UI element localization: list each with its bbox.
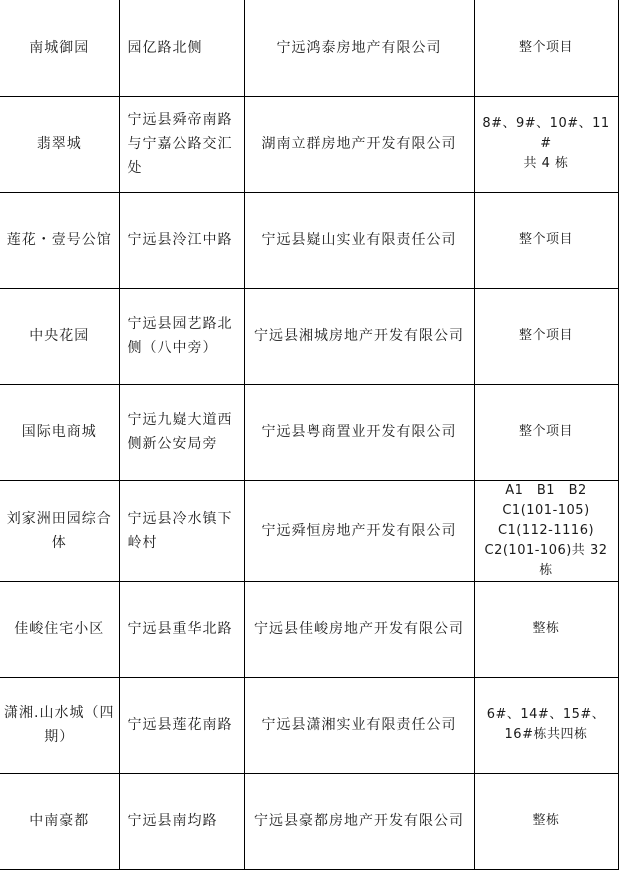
scope-line: 16#栋共四栋 <box>504 727 588 742</box>
developer-cell: 宁远县佳峻房地产开发有限公司 <box>244 581 474 677</box>
scope-line: C1(112-1116) <box>497 522 595 538</box>
project-name-cell: 国际电商城 <box>0 384 119 480</box>
developer-cell: 宁远县潇湘实业有限责任公司 <box>244 677 474 773</box>
location-cell: 宁远县莲花南路 <box>119 677 244 773</box>
project-name-cell: 南城御园 <box>0 0 119 96</box>
scope-line: 8#、9#、10#、11# <box>482 116 610 151</box>
scope-line: 整个项目 <box>518 328 573 343</box>
scope-line: 共 4 栋 <box>523 156 569 171</box>
scope-line: A1 B1 B2 <box>505 482 587 498</box>
location-cell: 宁远县园艺路北侧（八中旁） <box>119 288 244 384</box>
developer-cell: 宁远县粤商置业开发有限公司 <box>244 384 474 480</box>
developer-cell: 宁远县嶷山实业有限责任公司 <box>244 192 474 288</box>
scope-line: C2(101-106)共 32 栋 <box>484 542 608 578</box>
location-cell: 宁远九嶷大道西侧新公安局旁 <box>119 384 244 480</box>
table-row <box>0 677 618 773</box>
location-cell: 园亿路北侧 <box>119 0 244 96</box>
table-row <box>0 288 618 384</box>
scope-cell <box>474 96 618 192</box>
table-row <box>0 773 618 869</box>
project-name-cell: 中央花园 <box>0 288 119 384</box>
scope-cell <box>474 288 618 384</box>
project-name-cell: 莲花・壹号公馆 <box>0 192 119 288</box>
project-name-cell: 佳峻住宅小区 <box>0 581 119 677</box>
scope-line: 6#、14#、15#、 <box>486 707 606 722</box>
developer-cell: 宁远舜恒房地产开发有限公司 <box>244 480 474 581</box>
table-row <box>0 192 618 288</box>
table-row <box>0 581 618 677</box>
table-row <box>0 384 618 480</box>
table-row <box>0 96 618 192</box>
scope-line: 整栋 <box>532 621 560 636</box>
scope-line: 整个项目 <box>518 424 573 439</box>
developer-cell: 宁远县湘城房地产开发有限公司 <box>244 288 474 384</box>
location-cell: 宁远县舜帝南路与宁嘉公路交汇处 <box>119 96 244 192</box>
location-cell: 宁远县冷水镇下岭村 <box>119 480 244 581</box>
table-row <box>0 480 618 581</box>
location-cell: 宁远县重华北路 <box>119 581 244 677</box>
developer-cell: 湖南立群房地产开发有限公司 <box>244 96 474 192</box>
project-name-cell: 刘家洲田园综合体 <box>0 480 119 581</box>
project-name-cell: 中南豪都 <box>0 773 119 869</box>
developer-cell: 宁远县豪都房地产开发有限公司 <box>244 773 474 869</box>
project-name-cell: 翡翠城 <box>0 96 119 192</box>
scope-cell <box>474 0 618 96</box>
location-cell: 宁远县南均路 <box>119 773 244 869</box>
scope-line: 整个项目 <box>518 232 573 247</box>
scope-cell <box>474 677 618 773</box>
developer-cell: 宁远鸿泰房地产有限公司 <box>244 0 474 96</box>
scope-cell <box>474 384 618 480</box>
project-name-cell: 潇湘.山水城（四期） <box>0 677 119 773</box>
location-cell: 宁远县泠江中路 <box>119 192 244 288</box>
scope-cell <box>474 773 618 869</box>
scope-cell <box>474 480 618 581</box>
scope-line: C1(101-105) <box>502 502 590 518</box>
scope-cell <box>474 192 618 288</box>
table-row <box>0 0 618 96</box>
scope-line: 整栋 <box>532 813 560 828</box>
scope-line: 整个项目 <box>518 39 573 55</box>
scope-cell <box>474 581 618 677</box>
